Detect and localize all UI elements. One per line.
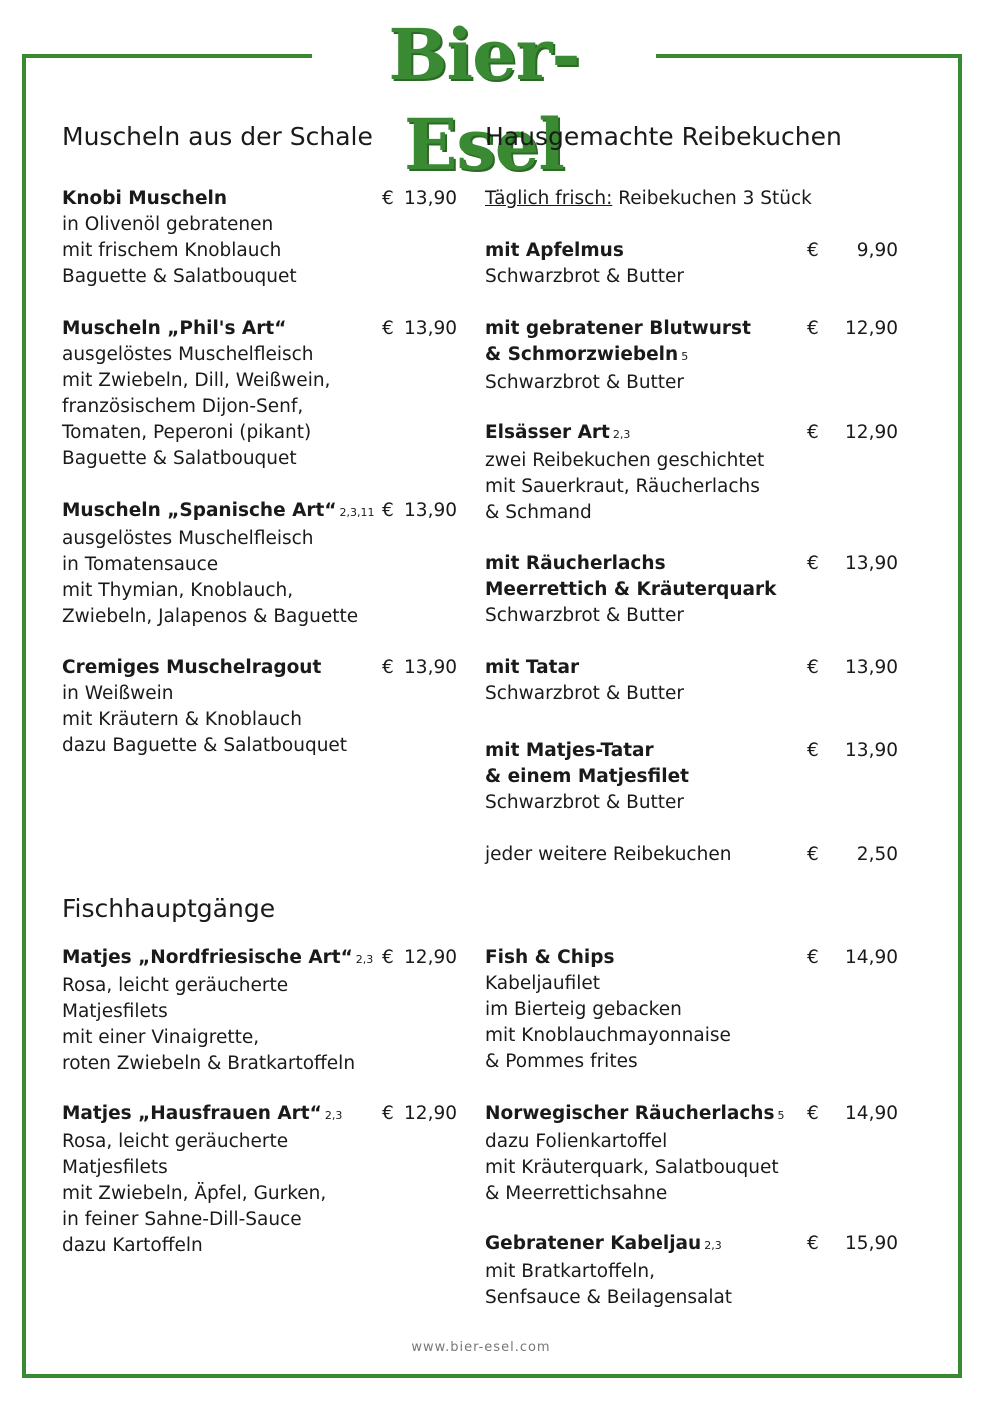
currency-symbol: €: [807, 553, 819, 574]
item-description-line: Matjesfilets: [62, 1001, 168, 1022]
item-name: [485, 316, 751, 342]
item-description-line: mit Kräuterquark, Salatbouquet: [485, 1157, 779, 1178]
item-price: 12,90: [845, 422, 898, 443]
item-name: [485, 238, 684, 264]
item-price: 13,90: [404, 318, 457, 339]
item-description-line: in Tomatensauce: [62, 554, 219, 575]
item-name-text: Elsässer Art: [485, 422, 610, 443]
menu-item: [485, 316, 898, 396]
menu-item: [485, 1231, 898, 1311]
currency-symbol: €: [807, 657, 819, 678]
allergen-note: 5: [777, 1109, 785, 1122]
currency-symbol: €: [382, 657, 394, 678]
item-description-line: ausgelöstes Muschelfleisch: [62, 528, 314, 549]
item-name: [485, 1101, 784, 1129]
daily-offer: [485, 186, 812, 212]
section-title-fisch: Fischhauptgänge: [62, 894, 276, 923]
allergen-note: 2,3: [612, 428, 631, 441]
item-description-line: & Pommes frites: [485, 1051, 638, 1072]
item-name: [485, 738, 689, 764]
item-name: [62, 1101, 342, 1129]
item-description-line: mit Zwiebeln, Äpfel, Gurken,: [62, 1183, 327, 1204]
currency-symbol: €: [807, 240, 819, 261]
item-price: 12,90: [404, 947, 457, 968]
item-description-line: mit Knoblauchmayonnaise: [485, 1025, 731, 1046]
currency-symbol: €: [807, 318, 819, 339]
item-price: 13,90: [845, 657, 898, 678]
item-description-line: Kabeljaufilet: [485, 973, 601, 994]
item-description-line: Baguette & Salatbouquet: [62, 448, 297, 469]
item-description-line: Zwiebeln, Jalapenos & Baguette: [62, 606, 359, 627]
item-price: 13,90: [404, 500, 457, 521]
item-description-line: dazu Baguette & Salatbouquet: [62, 735, 348, 756]
item-name-text: Matjes „Hausfrauen Art“: [62, 1103, 322, 1124]
item-name-text: mit gebratener Blutwurst: [485, 318, 751, 339]
item-description-line: Tomaten, Peperoni (pikant): [62, 422, 312, 443]
item-description-line: zwei Reibekuchen geschichtet: [485, 450, 765, 471]
allergen-note: 2,3: [355, 953, 374, 966]
item-name: [485, 945, 731, 971]
currency-symbol: €: [382, 947, 394, 968]
item-description-line: Matjesfilets: [62, 1157, 168, 1178]
item-price: 13,90: [404, 188, 457, 209]
item-description-line: in Olivenöl gebratenen: [62, 214, 274, 235]
daily-text: Reibekuchen 3 Stück: [612, 188, 812, 209]
item-description-line: Schwarzbrot & Butter: [485, 372, 685, 393]
item-name-text: Fish & Chips: [485, 947, 615, 968]
item-description-line: Schwarzbrot & Butter: [485, 266, 685, 287]
item-description-line: im Bierteig gebacken: [485, 999, 682, 1020]
item-price: 12,90: [845, 318, 898, 339]
item-description-line: in Weißwein: [62, 683, 174, 704]
menu-item: [485, 842, 898, 868]
item-name-text: Gebratener Kabeljau: [485, 1233, 702, 1254]
item-name-text: mit Tatar: [485, 657, 580, 678]
currency-symbol: €: [382, 318, 394, 339]
item-price: 2,50: [856, 844, 898, 865]
item-description-line: mit Kräutern & Knoblauch: [62, 709, 302, 730]
item-name-second-line: [485, 764, 689, 790]
item-name: [485, 655, 684, 681]
item-description-line: Rosa, leicht geräucherte: [62, 975, 289, 996]
item-description-line: dazu Folienkartoffel: [485, 1131, 668, 1152]
menu-item: [485, 238, 898, 290]
item-name: [485, 1231, 732, 1259]
currency-symbol: €: [807, 422, 819, 443]
menu-item: [485, 420, 898, 526]
item-name-text-2: & Schmorzwiebeln: [485, 344, 679, 365]
item-name-second-line: [485, 577, 776, 603]
item-name-text: Knobi Muscheln: [62, 188, 228, 209]
menu-item: [485, 655, 898, 707]
menu-item: [485, 738, 898, 816]
item-description-line: Schwarzbrot & Butter: [485, 605, 685, 626]
currency-symbol: €: [382, 188, 394, 209]
allergen-note: 2,3: [324, 1109, 343, 1122]
currency-symbol: €: [807, 844, 819, 865]
item-description-line: & Schmand: [485, 502, 592, 523]
item-name-text: Cremiges Muschelragout: [62, 657, 322, 678]
menu-item: [62, 655, 457, 759]
item-name-text-2: Meerrettich & Kräuterquark: [485, 579, 777, 600]
item-name-text: mit Räucherlachs: [485, 553, 666, 574]
item-price: 13,90: [404, 657, 457, 678]
item-description-line: Baguette & Salatbouquet: [62, 266, 297, 287]
item-description-line: roten Zwiebeln & Bratkartoffeln: [62, 1053, 356, 1074]
currency-symbol: €: [807, 1233, 819, 1254]
daily-label: Täglich frisch:: [485, 188, 613, 209]
allergen-note: 2,3,11: [339, 506, 375, 519]
item-description-line: mit Bratkartoffeln,: [485, 1261, 655, 1282]
item-name: [62, 655, 347, 681]
item-name-text-2: & einem Matjesfilet: [485, 766, 689, 787]
item-description-line: mit Thymian, Knoblauch,: [62, 580, 294, 601]
item-price: 9,90: [856, 240, 898, 261]
item-price: 15,90: [845, 1233, 898, 1254]
item-description-line: Rosa, leicht geräucherte: [62, 1131, 289, 1152]
item-name-text: Matjes „Nordfriesische Art“: [62, 947, 353, 968]
footer-url: www.bier-esel.com: [411, 1340, 551, 1355]
item-description-line: mit einer Vinaigrette,: [62, 1027, 260, 1048]
item-price: 14,90: [845, 1103, 898, 1124]
menu-item: [62, 498, 457, 630]
menu-item: [485, 945, 898, 1075]
item-price: 13,90: [845, 553, 898, 574]
menu-item: [62, 1101, 457, 1259]
currency-symbol: €: [807, 740, 819, 761]
item-description-line: mit Sauerkraut, Räucherlachs: [485, 476, 760, 497]
currency-symbol: €: [382, 500, 394, 521]
item-name: [62, 498, 375, 526]
item-description-line: Senfsauce & Beilagensalat: [485, 1287, 733, 1308]
menu-item: [62, 945, 457, 1077]
item-name-text: Norwegischer Räucherlachs: [485, 1103, 775, 1124]
item-name-text: mit Matjes-Tatar: [485, 740, 654, 761]
item-name: [485, 420, 764, 448]
item-description-line: in feiner Sahne-Dill-Sauce: [62, 1209, 302, 1230]
item-description-line: jeder weitere Reibekuchen: [485, 844, 732, 865]
item-name-text: mit Apfelmus: [485, 240, 624, 261]
section-title-reibekuchen: Hausgemachte Reibekuchen: [485, 122, 842, 151]
item-price: 13,90: [845, 740, 898, 761]
item-name: [62, 945, 373, 973]
allergen-note: 2,3: [704, 1239, 722, 1252]
item-name: [62, 186, 297, 212]
item-description-line: dazu Kartoffeln: [62, 1235, 203, 1256]
item-name: [485, 551, 776, 577]
item-name-text: Muscheln „Spanische Art“: [62, 500, 337, 521]
item-description-line: Schwarzbrot & Butter: [485, 792, 685, 813]
item-description-line: mit Zwiebeln, Dill, Weißwein,: [62, 370, 331, 391]
item-price: 14,90: [845, 947, 898, 968]
item-description-line: Schwarzbrot & Butter: [485, 683, 685, 704]
menu-item: [485, 551, 898, 629]
item-description-line: ausgelöstes Muschelfleisch: [62, 344, 314, 365]
item-name: [62, 316, 330, 342]
currency-symbol: €: [382, 1103, 394, 1124]
item-description-line: & Meerrettichsahne: [485, 1183, 668, 1204]
item-description-line: mit frischem Knoblauch: [62, 240, 282, 261]
currency-symbol: €: [807, 1103, 819, 1124]
menu-item: [62, 186, 457, 290]
section-title-muscheln: Muscheln aus der Schale: [62, 122, 373, 151]
menu-item: [485, 1101, 898, 1207]
allergen-note: 5: [681, 350, 689, 363]
currency-symbol: €: [807, 947, 819, 968]
item-description-line: französischem Dijon-Senf,: [62, 396, 304, 417]
item-name-second-line: [485, 342, 751, 370]
item-price: 12,90: [404, 1103, 457, 1124]
logo: Bier-Esel: [388, 13, 580, 186]
item-name-text: Muscheln „Phil's Art“: [62, 318, 287, 339]
menu-item: [62, 316, 457, 472]
